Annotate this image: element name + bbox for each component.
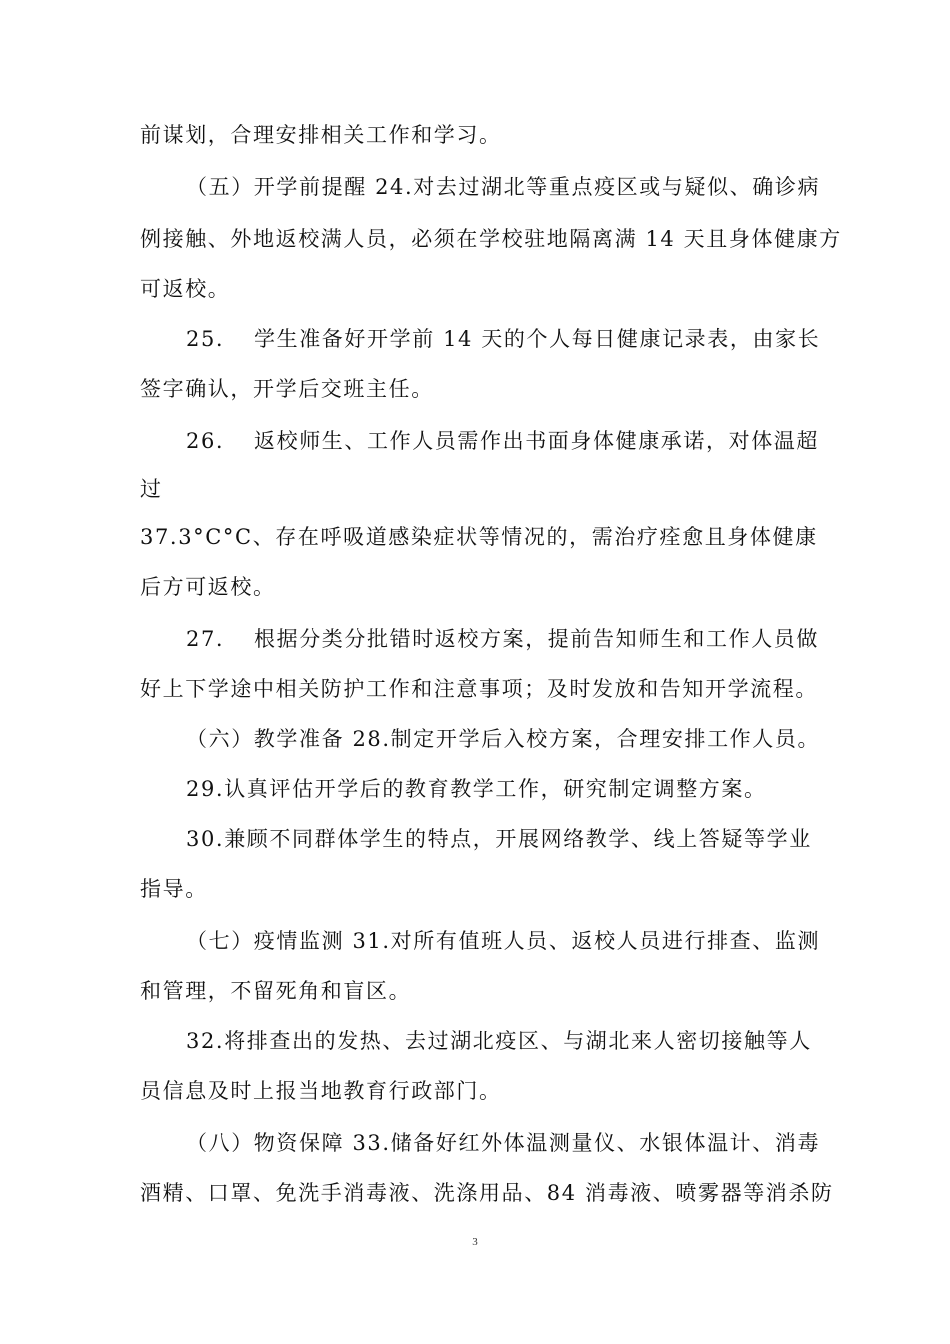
text-line: 后方可返校。 xyxy=(140,575,276,599)
text-line: 酒精、口罩、免洗手消毒液、洗涤用品、84 消毒液、喷雾器等消杀防 xyxy=(140,1181,834,1205)
section-heading-6: （六）教学准备 28.制定开学后入校方案，合理安排工作人员。 xyxy=(186,727,821,751)
text-line: 前谋划，合理安排相关工作和学习。 xyxy=(140,123,502,147)
item-number: 27. xyxy=(186,627,225,651)
list-item-29: 29.认真评估开学后的教育教学工作，研究制定调整方案。 xyxy=(186,777,767,801)
section-heading-7: （七）疫情监测 31.对所有值班人员、返校人员进行排查、监测 xyxy=(186,929,821,953)
text-line: 指导。 xyxy=(140,877,208,901)
list-item-26 xyxy=(186,428,819,454)
list-item-27 xyxy=(186,626,819,652)
list-item-30: 30.兼顾不同群体学生的特点，开展网络教学、线上答疑等学业 xyxy=(186,827,812,851)
text-line: 37.3°C°C、存在呼吸道感染症状等情况的，需治疗痊愈且身体健康 xyxy=(140,525,818,549)
text-line: 可返校。 xyxy=(140,277,231,301)
section-heading-8: （八）物资保障 33.储备好红外体温测量仪、水银体温计、消毒 xyxy=(186,1131,821,1155)
item-number: 26. xyxy=(186,429,225,453)
item-text: 返校师生、工作人员需作出书面身体健康承诺，对体温超 xyxy=(254,429,819,453)
text-line: 和管理，不留死角和盲区。 xyxy=(140,979,412,1003)
text-line: 签字确认，开学后交班主任。 xyxy=(140,377,434,401)
item-number: 25. xyxy=(186,327,225,351)
list-item-25 xyxy=(186,326,820,352)
item-text: 根据分类分批错时返校方案，提前告知师生和工作人员做 xyxy=(254,627,819,651)
text-line: 员信息及时上报当地教育行政部门。 xyxy=(140,1079,502,1103)
list-item-32: 32.将排查出的发热、去过湖北疫区、与湖北来人密切接触等人 xyxy=(186,1029,812,1053)
item-text: 学生准备好开学前 14 天的个人每日健康记录表，由家长 xyxy=(254,327,821,351)
page-number: 3 xyxy=(472,1236,478,1248)
text-line: 例接触、外地返校满人员，必须在学校驻地隔离满 14 天且身体健康方 xyxy=(140,227,842,251)
section-heading-5: （五）开学前提醒 24.对去过湖北等重点疫区或与疑似、确诊病 xyxy=(186,175,821,199)
text-line: 好上下学途中相关防护工作和注意事项；及时发放和告知开学流程。 xyxy=(140,677,818,701)
text-line: 过 xyxy=(140,477,163,501)
